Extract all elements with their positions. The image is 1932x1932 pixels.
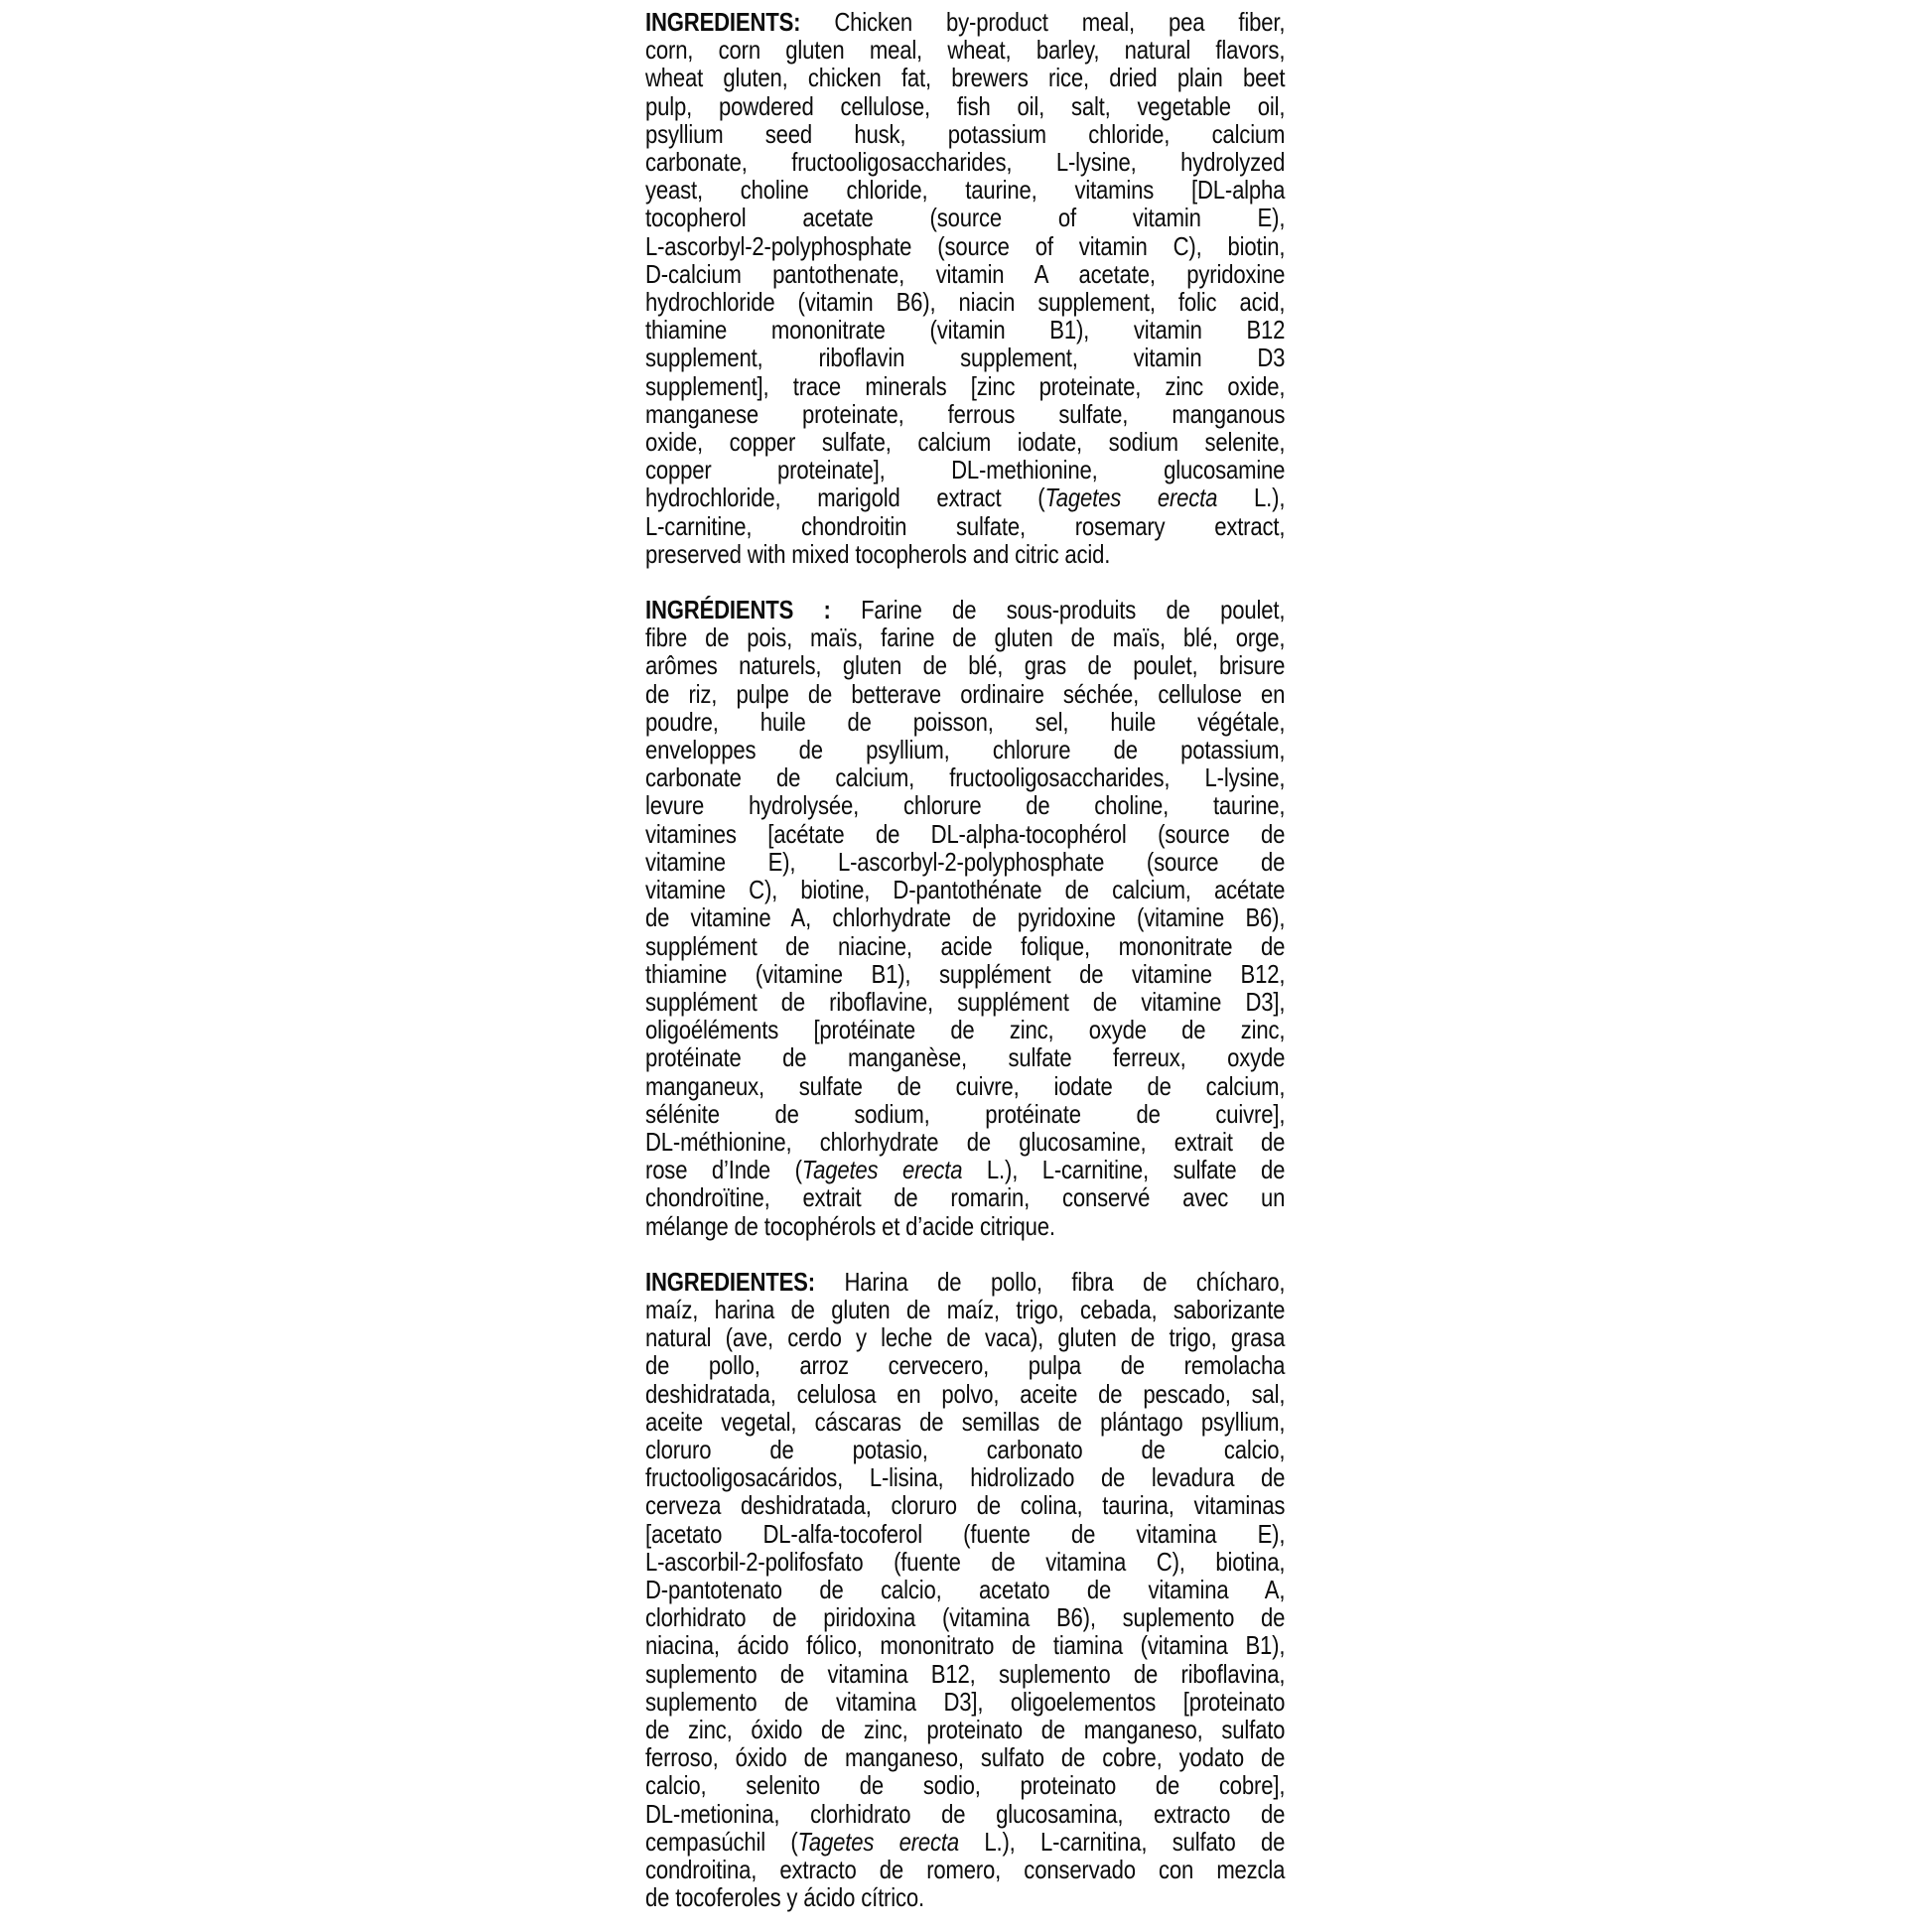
text-segment: wheat gluten, chicken fat, brewers rice, dried plain beet (645, 63, 1286, 93)
text-line (645, 848, 1285, 876)
text-segment: poudre, huile de poisson, sel, huile végétale, (645, 706, 1286, 737)
text-segment: oxide, copper sulfate, calcium iodate, sodium selenite, (645, 427, 1286, 458)
text-line (645, 1548, 1285, 1576)
text-line (645, 1520, 1285, 1548)
text-line (645, 1212, 1285, 1240)
paragraph-heading: INGREDIENTES: (645, 1266, 815, 1297)
text-segment: DL-metionina, clorhidrato de glucosamina, extracto de (645, 1798, 1286, 1829)
text-segment: de pollo, arroz cervecero, pulpa de remolacha (645, 1350, 1286, 1381)
text-line (645, 540, 1285, 568)
text-line (645, 316, 1285, 344)
text-segment: arômes naturels, gluten de blé, gras de poulet, brisure (645, 650, 1286, 681)
text-line (645, 1883, 1285, 1911)
text-line (645, 1351, 1285, 1379)
text-segment: cerveza deshidratada, cloruro de colina, taurina, vitaminas (645, 1490, 1286, 1521)
text-line (645, 428, 1285, 456)
paragraph-heading: INGREDIENTS: (645, 7, 801, 37)
text-line (645, 512, 1285, 540)
text-segment: psyllium seed husk, potassium chloride, calcium (645, 118, 1286, 149)
text-line (645, 1296, 1285, 1323)
text-segment: de tocoferoles y ácido cítrico. (645, 1882, 924, 1913)
text-line (645, 960, 1285, 988)
text-segment: DL-méthionine, chlorhydrate de glucosamine, extrait de (645, 1126, 1286, 1157)
text-segment: maíz, harina de gluten de maíz, trigo, cebada, saborizante (645, 1294, 1286, 1324)
text-segment: clorhidrato de piridoxina (vitamina B6), suplemento de (645, 1602, 1286, 1633)
text-segment: hydrochloride (vitamin B6), niacin supplement, folic acid, (645, 287, 1286, 318)
text-line (645, 1128, 1285, 1156)
text-line (645, 651, 1285, 679)
ingredients-paragraph-french (645, 596, 1285, 1240)
text-segment: supplément de riboflavine, supplément de vitamine D3], (645, 986, 1286, 1017)
text-line (645, 1800, 1285, 1828)
text-line (645, 64, 1285, 91)
text-line (645, 736, 1285, 763)
text-line (645, 903, 1285, 931)
text-line (645, 1856, 1285, 1883)
text-line (645, 1016, 1285, 1043)
text-line (645, 1183, 1285, 1211)
text-segment: corn, corn gluten meal, wheat, barley, natural flavors, (645, 35, 1286, 66)
scientific-name: Tagetes erecta (1044, 483, 1218, 513)
text-segment: L.), L-carnitina, sulfato de (959, 1826, 1286, 1857)
scientific-name: Tagetes erecta (801, 1155, 963, 1185)
text-line (645, 456, 1285, 483)
text-segment: cempasúchil ( (645, 1826, 798, 1857)
paragraph-heading: INGRÉDIENTS : (645, 595, 831, 625)
text-line (645, 708, 1285, 736)
text-segment: D-calcium pantothenate, vitamin A acetate, pyridoxine (645, 258, 1286, 289)
text-line (645, 483, 1285, 511)
text-line (645, 92, 1285, 120)
text-line (645, 1716, 1285, 1743)
text-line (645, 1323, 1285, 1351)
text-segment: supplement, riboflavin supplement, vitamin D3 (645, 343, 1286, 373)
text-segment: Harina de pollo, fibra de chícharo, (814, 1266, 1286, 1297)
text-segment: suplemento de vitamina B12, suplemento de riboflavina, (645, 1658, 1286, 1689)
text-segment: niacina, ácido fólico, mononitrato de tiamina (vitamina B1), (645, 1630, 1286, 1661)
text-segment: de riz, pulpe de betterave ordinaire séchée, cellulose en (645, 678, 1286, 709)
text-segment: de zinc, óxido de zinc, proteinato de manganeso, sulfato (645, 1714, 1286, 1744)
text-line (645, 176, 1285, 204)
text-segment: hydrochloride, marigold extract ( (645, 483, 1045, 513)
text-segment: rose d’Inde ( (645, 1155, 802, 1185)
text-line (645, 400, 1285, 428)
text-segment: L.), L-carnitine, sulfate de (962, 1155, 1286, 1185)
text-segment: deshidratada, celulosa en polvo, aceite de pescado, sal, (645, 1378, 1286, 1409)
text-segment: natural (ave, cerdo y leche de vaca), gluten de trigo, grasa (645, 1322, 1286, 1353)
text-line (645, 1688, 1285, 1716)
text-segment: Chicken by-product meal, pea fiber, (800, 7, 1286, 37)
text-line (645, 120, 1285, 148)
text-line (645, 8, 1285, 36)
text-segment: D-pantotenato de calcio, acetato de vitamina A, (645, 1574, 1286, 1604)
text-segment: L-carnitine, chondroitin sulfate, rosemary extract, (645, 510, 1286, 541)
text-line (645, 1743, 1285, 1771)
text-line (645, 1268, 1285, 1296)
text-line (645, 1631, 1285, 1659)
text-segment: carbonate de calcium, fructooligosaccharides, L-lysine, (645, 762, 1286, 793)
text-segment: suplemento de vitamina D3], oligoelementos [proteinato (645, 1686, 1286, 1717)
text-segment: Farine de sous-produits de poulet, (830, 595, 1286, 625)
text-line (645, 204, 1285, 231)
text-line (645, 876, 1285, 903)
text-segment: preserved with mixed tocopherols and citric acid. (645, 538, 1111, 569)
text-line (645, 288, 1285, 316)
text-segment: vitamine C), biotine, D-pantothénate de calcium, acétate (645, 875, 1286, 905)
text-segment: levure hydrolysée, chlorure de choline, taurine, (645, 790, 1286, 821)
ingredient-label (645, 8, 1285, 1911)
text-segment: tocopherol acetate (source of vitamin E), (645, 203, 1286, 233)
text-line (645, 232, 1285, 260)
text-line (645, 1436, 1285, 1463)
text-segment: calcio, selenito de sodio, proteinato de cobre], (645, 1770, 1286, 1801)
text-line (645, 1828, 1285, 1856)
ingredients-paragraph-spanish (645, 1268, 1285, 1912)
text-line (645, 372, 1285, 400)
text-segment: thiamine mononitrate (vitamin B1), vitamin B12 (645, 315, 1286, 345)
text-segment: supplément de niacine, acide folique, mononitrate de (645, 930, 1286, 961)
text-line (645, 820, 1285, 848)
text-line (645, 1463, 1285, 1491)
text-segment: fibre de pois, maïs, farine de gluten de maïs, blé, orge, (645, 622, 1286, 653)
text-segment: ferroso, óxido de manganeso, sulfato de cobre, yodato de (645, 1742, 1286, 1773)
text-segment: enveloppes de psyllium, chlorure de potassium, (645, 735, 1286, 765)
ingredients-paragraph-english (645, 8, 1285, 568)
text-line (645, 1771, 1285, 1799)
text-segment: copper proteinate], DL-methionine, glucosamine (645, 455, 1286, 485)
text-segment: sélénite de sodium, protéinate de cuivre], (645, 1098, 1286, 1129)
text-line (645, 1576, 1285, 1603)
text-line (645, 791, 1285, 819)
text-segment: L-ascorbil-2-polifosfato (fuente de vitamina C), biotina, (645, 1546, 1286, 1577)
text-line (645, 1043, 1285, 1071)
text-line (645, 260, 1285, 288)
text-segment: manganeux, sulfate de cuivre, iodate de calcium, (645, 1070, 1286, 1101)
text-segment: aceite vegetal, cáscaras de semillas de plántago psyllium, (645, 1406, 1286, 1437)
text-line (645, 148, 1285, 176)
text-segment: L.), (1217, 483, 1286, 513)
text-segment: carbonate, fructooligosaccharides, L-lysine, hydrolyzed (645, 147, 1286, 178)
text-line (645, 1660, 1285, 1688)
text-segment: yeast, choline chloride, taurine, vitamins [DL-alpha (645, 175, 1286, 206)
text-line (645, 932, 1285, 960)
text-line (645, 1100, 1285, 1128)
text-segment: cloruro de potasio, carbonato de calcio, (645, 1434, 1286, 1464)
text-line (645, 1603, 1285, 1631)
text-segment: pulp, powdered cellulose, fish oil, salt, vegetable oil, (645, 90, 1286, 121)
text-segment: fructooligosacáridos, L-lisina, hidrolizado de levadura de (645, 1462, 1286, 1493)
text-segment: [acetato DL-alfa-tocoferol (fuente de vitamina E), (645, 1518, 1286, 1549)
text-segment: manganese proteinate, ferrous sulfate, manganous (645, 398, 1286, 429)
text-segment: condroitina, extracto de romero, conservado con mezcla (645, 1855, 1286, 1884)
text-line (645, 1491, 1285, 1519)
text-segment: de vitamine A, chlorhydrate de pyridoxine (vitamine B6), (645, 902, 1286, 933)
text-segment: thiamine (vitamine B1), supplément de vitamine B12, (645, 958, 1286, 989)
text-segment: supplement], trace minerals [zinc proteinate, zinc oxide, (645, 370, 1286, 401)
text-line (645, 623, 1285, 651)
text-segment: vitamines [acétate de DL-alpha-tocophérol (source de (645, 818, 1286, 849)
text-segment: protéinate de manganèse, sulfate ferreux, oxyde (645, 1042, 1286, 1073)
scientific-name: Tagetes erecta (797, 1826, 960, 1857)
text-segment: L-ascorbyl-2-polyphosphate (source of vitamin C), biotin, (645, 230, 1286, 261)
text-segment: chondroïtine, extrait de romarin, conservé avec un (645, 1182, 1286, 1213)
text-line (645, 596, 1285, 623)
text-line (645, 1380, 1285, 1408)
text-line (645, 763, 1285, 791)
text-line (645, 1408, 1285, 1436)
text-segment: vitamine E), L-ascorbyl-2-polyphosphate (source de (645, 846, 1286, 877)
text-segment: mélange de tocophérols et d’acide citrique. (645, 1210, 1055, 1241)
text-line (645, 1072, 1285, 1100)
text-line (645, 988, 1285, 1016)
text-line (645, 36, 1285, 64)
text-line (645, 344, 1285, 371)
text-line (645, 680, 1285, 708)
text-segment: oligoéléments [protéinate de zinc, oxyde de zinc, (645, 1015, 1286, 1045)
text-line (645, 1156, 1285, 1183)
